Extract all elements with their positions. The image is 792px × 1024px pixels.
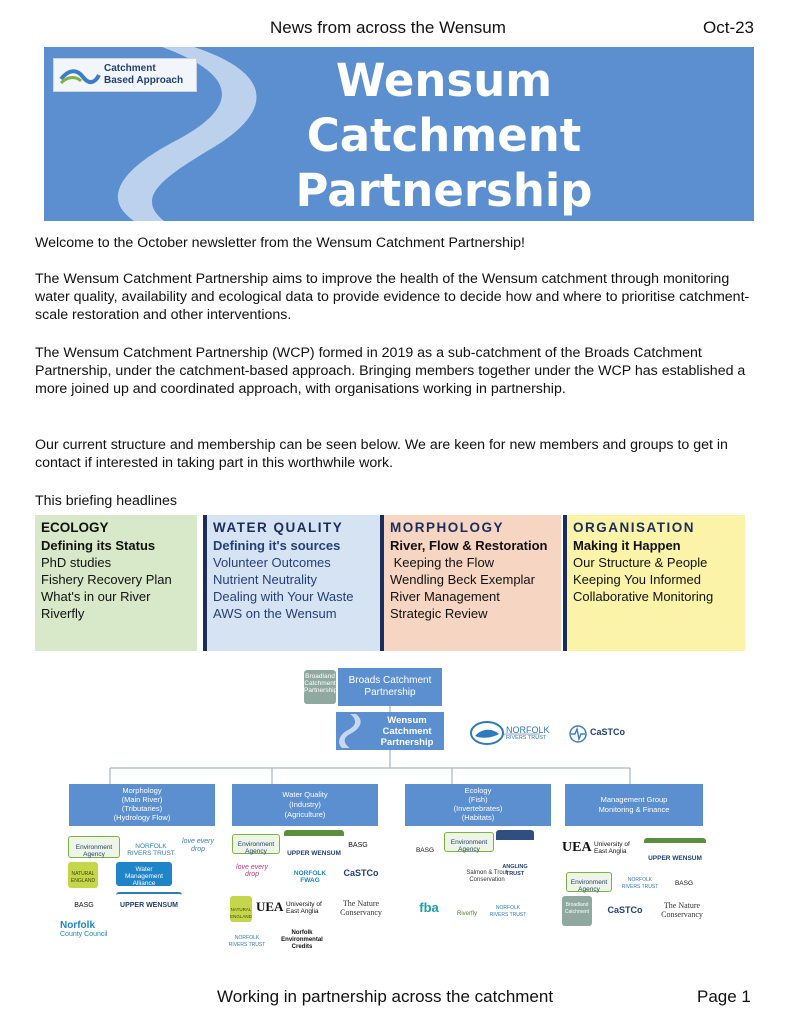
castco-logo: CaSTCo [343,868,379,878]
node-line: Broads Catchment [348,675,432,686]
organisation-item: Our Structure & People [573,555,708,570]
node-line: (Hydrology Flow) [113,813,171,822]
basg-logo: BASG [415,847,435,854]
ecology-subheading: Defining its Status [41,538,156,553]
norfolk-rivers-trust-logo: NORFOLK RIVERS TRUST [127,843,175,857]
nature-conservancy-logo: The Nature Conservancy [661,901,703,919]
broadland-badge-line: Catchment [304,680,336,687]
ncc-logo-line: County Council [60,931,108,938]
node-line: Partnership [364,687,416,698]
broadland-catchment-logo: Broadland Catchment [562,896,592,926]
banner-title-line-2: Catchment [306,109,582,162]
uea-mark: UEA [256,899,284,914]
node-line: (Agriculture) [284,810,326,819]
norfolk-rivers-trust-logo: NORFOLK RIVERS TRUST [621,877,659,890]
castco-label: CaSTCo [590,727,626,737]
broadland-badge-line: Broadland [305,673,335,680]
node-line: Ecology [464,786,492,795]
norfolk-rivers-trust-logo [470,718,560,748]
morphology-box [380,515,561,651]
broads-catchment-node [338,668,442,706]
cba-wave-icon [59,65,101,87]
river-icon [338,714,368,748]
node-line: (Tributaries) [121,804,163,813]
ecology-heading: ECOLOGY [41,520,109,535]
water-management-alliance-logo: Water Management Alliance [116,862,172,886]
environment-agency-logo: Environment Agency [566,872,612,892]
norfolk-rivers-trust-logo: NORFOLK RIVERS TRUST [228,935,266,948]
organisation-subheading: Making it Happen [573,538,681,553]
environment-agency-logo: Environment Agency [68,836,120,858]
basg-logo: BASG [74,902,94,909]
water-quality-group-node [232,784,378,826]
node-line: (Fish) [468,795,488,804]
norfolk-county-council-logo [60,920,116,944]
welcome-paragraph: Welcome to the October newsletter from the Wensum Catchment Partnership! [35,235,525,251]
organisation-box [563,515,745,651]
norfolk-fwag-logo: NORFOLK FWAG [293,870,327,884]
basg-logo: BASG [348,842,368,849]
page-number: Page 1 [697,987,751,1006]
ecology-item: Fishery Recovery Plan [41,572,172,587]
pulse-icon [568,724,588,744]
riverfly-logo: Riverfly [456,911,477,917]
morphology-subheading: River, Flow & Restoration [390,538,548,553]
uea-name: University of East Anglia [286,901,322,915]
nrt-logo-line: RIVERS TRUST [506,735,547,741]
uea-mark: UEA [562,840,592,855]
node-line: (Habitats) [461,813,495,822]
node-line: (Main River) [121,795,163,804]
morphology-item: River Management [390,589,500,604]
ecology-item: Riverfly [41,606,85,621]
upper-wensum-logo: UPPER WENSUM [116,892,182,912]
morphology-item: Wendling Beck Exemplar [390,572,535,587]
water-quality-item: Volunteer Outcomes [213,555,331,570]
organisation-item: Keeping You Informed [573,572,701,587]
nature-conservancy-logo: The Nature Conservancy [340,899,382,917]
management-group-node [565,784,703,826]
love-every-drop-logo: love every drop [182,838,214,853]
node-line: Catchment [382,726,432,737]
cba-logo-line-2: Based Approach [104,75,184,86]
norfolk-environmental-credits-logo: Norfolk Environmental Credits [281,930,323,950]
upper-wensum-logo: UPPER WENSUM [644,838,706,860]
newsletter-date: Oct-23 [703,18,755,37]
water-quality-item: Nutrient Neutrality [213,572,318,587]
ncc-logo-line: Norfolk [60,920,95,931]
uea-logo [562,838,636,858]
morphology-item: Keeping the Flow [390,555,495,570]
cba-logo-line-1: Catchment [104,63,156,74]
nrt-logo-line: NORFOLK [506,725,550,735]
upper-wensum-logo: UPPER WENSUM [284,830,344,854]
broadland-badge-line: Partnership [304,687,338,694]
footer-tagline: Working in partnership across the catchment [217,987,554,1006]
banner-title-line-3: Partnership [295,164,593,217]
organisation-item: Collaborative Monitoring [573,589,714,604]
node-line: Wensum [387,715,427,726]
water-quality-subheading: Defining it's sources [213,538,341,553]
norfolk-rivers-trust-logo: NORFOLK RIVERS TRUST [489,905,527,918]
briefing-headlines [35,515,745,651]
natural-england-logo: NATURAL ENGLAND [68,862,98,888]
natural-england-logo: NATURAL ENGLAND [230,896,252,922]
formation-paragraph: The Wensum Catchment Partnership (WCP) formed in 2019 as a sub-catchment of the Broads Catchment Partnership, under the catchment-based approach. Bringing members together under the WCP has established a more joined up and coordinated approach, with organisations working in partnership. [35,345,746,397]
ecology-box [35,515,197,651]
morphology-item: Strategic Review [390,606,488,621]
node-line: Water Quality [282,790,328,799]
morphology-group-node [69,784,215,826]
love-every-drop-logo: love every drop [236,864,268,878]
node-line: (Industry) [289,800,321,809]
ecology-group-node [405,784,551,826]
fba-logo: fba [419,900,439,915]
newsletter-title: News from across the Wensum [270,18,506,37]
morphology-heading: MORPHOLOGY [390,520,505,535]
node-line: Monitoring & Finance [598,805,670,814]
aims-paragraph: The Wensum Catchment Partnership aims to improve the health of the Wensum catchment through monitoring water quality, availability and ecological data to provide evidence to decide how and where to prioritise catchment-scale restoration and other interventions. [35,271,750,323]
headlines-intro: This briefing headlines [35,493,177,509]
fish-icon [470,720,504,746]
ecology-item: PhD studies [41,555,112,570]
castco-logo [568,724,628,744]
environment-agency-logo: Environment Agency [232,834,280,854]
organisation-heading: ORGANISATION [573,520,695,535]
basg-logo: BASG [674,880,694,887]
node-line: Management Group [600,795,668,804]
ecology-item: What's in our River [41,589,151,604]
banner-title-line-1: Wensum [335,54,553,107]
wensum-catchment-node [336,712,444,750]
uea-logo [256,898,336,918]
salmon-trout-conservation-logo: Salmon & Trout Conservation [466,870,508,883]
water-quality-box [203,515,408,651]
partnership-banner [44,47,754,221]
angling-trust-logo: ANGLING TRUST [496,830,534,864]
environment-agency-logo: Environment Agency [444,832,494,852]
node-line: (Invertebrates) [453,804,503,813]
node-line: Morphology [122,786,162,795]
castco-logo: CaSTCo [607,905,643,915]
uea-name: University of East Anglia [594,841,630,855]
node-line: Partnership [380,737,434,748]
water-quality-item: AWS on the Wensum [213,606,337,621]
structure-diagram [40,662,750,962]
water-quality-heading: WATER QUALITY [213,520,344,535]
broadland-badge [304,670,336,704]
membership-paragraph: Our current structure and membership can be seen below. We are keen for new members and groups to get in contact if interested in taking part in this worthwhile work. [35,437,728,471]
water-quality-item: Dealing with Your Waste [213,589,354,604]
